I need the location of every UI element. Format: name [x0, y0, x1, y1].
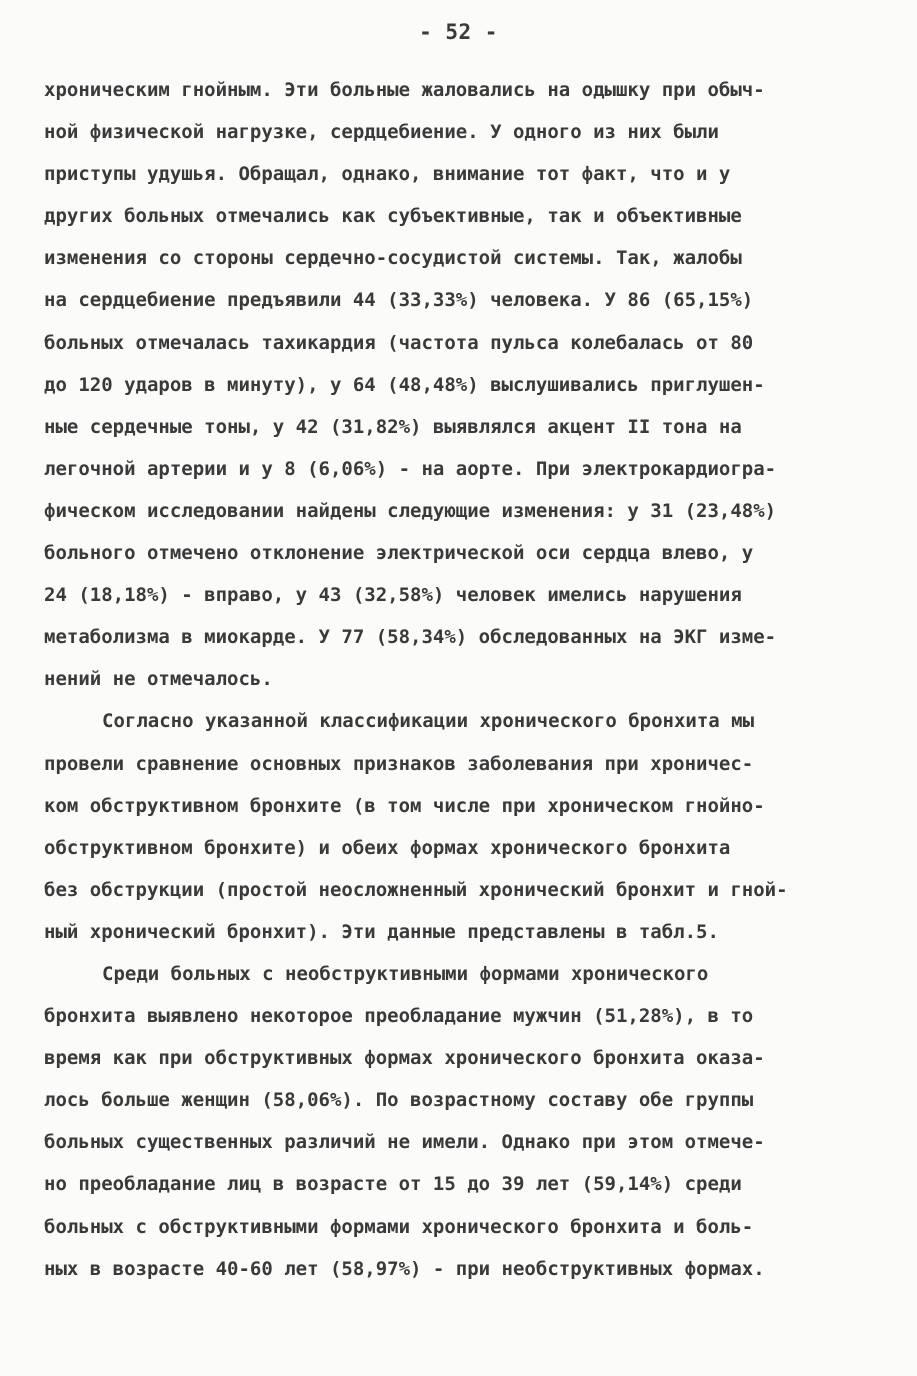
text-line: но преобладание лиц в возрасте от 15 до 39 лет (59,14%) среди — [44, 1173, 742, 1196]
text-line: нений не отмечалось. — [44, 668, 273, 691]
text-line: ный хронический бронхит). Эти данные представлены в табл.5. — [44, 920, 719, 943]
text-line: больного отмечено отклонение электрической оси сердца влево, у — [44, 542, 754, 565]
text-line: больных отмечалась тахикардия (частота пульса колебалась от 80 — [44, 331, 754, 354]
text-line: фическом исследовании найдены следующие изменения: у 31 (23,48%) — [44, 499, 777, 522]
text-line: лось больше женщин (58,06%). По возрастному составу обе группы — [44, 1089, 754, 1112]
text-line: хроническим гнойным. Эти больные жаловались на одышку при обыч- — [44, 79, 765, 101]
text-line: бронхита выявлено некоторое преобладание мужчин (51,28%), в то — [44, 1005, 754, 1028]
text-line: больных существенных различий не имели. Однако при этом отмече- — [44, 1131, 765, 1154]
page-number: - 52 - — [419, 20, 498, 44]
paragraph — [44, 700, 874, 953]
text-line: других больных отмечались как субъективные, так и объективные — [44, 205, 742, 228]
text-line: ных в возрасте 40-60 лет (58,97%) - при необструктивных формах. — [44, 1257, 765, 1280]
body-text — [44, 69, 874, 1290]
paragraph — [44, 69, 874, 700]
text-line: ком обструктивном бронхите (в том числе при хроническом гнойно- — [44, 794, 765, 817]
text-line: приступы удушья. Обращал, однако, внимание тот факт, что и у — [44, 163, 731, 186]
text-line: на сердцебиение предъявили 44 (33,33%) человека. У 86 (65,15%) — [44, 289, 754, 312]
text-line: ной физической нагрузке, сердцебиение. У одного из них были — [44, 121, 719, 144]
text-line: больных с обструктивными формами хронического бронхита и боль- — [44, 1215, 754, 1238]
text-line: без обструкции (простой неосложненный хронический бронхит и гной- — [44, 878, 788, 901]
text-line: до 120 ударов в минуту), у 64 (48,48%) выслушивались приглушен- — [44, 373, 765, 396]
text-line: легочной артерии и у 8 (6,06%) - на аорте. При электрокардиогра- — [44, 457, 777, 480]
text-line: ные сердечные тоны, у 42 (31,82%) выявлялся акцент II тона на — [44, 415, 742, 438]
text-line: изменения со стороны сердечно-сосудистой системы. Так, жалобы — [44, 247, 742, 270]
text-line: метаболизма в миокарде. У 77 (58,34%) обследованных на ЭКГ изме- — [44, 626, 777, 649]
text-line: 24 (18,18%) - вправо, у 43 (32,58%) человек имелись нарушения — [44, 584, 742, 607]
text-line: время как при обструктивных формах хронического бронхита оказа- — [44, 1047, 765, 1070]
text-line: обструктивном бронхите) и обеих формах хронического бронхита — [44, 836, 731, 859]
paragraph — [44, 953, 874, 1290]
text-line: Среди больных с необструктивными формами хронического — [102, 962, 709, 985]
text-line: провели сравнение основных признаков заболевания при хроничес- — [44, 752, 754, 775]
text-line: Согласно указанной классификации хронического бронхита мы — [102, 710, 755, 733]
